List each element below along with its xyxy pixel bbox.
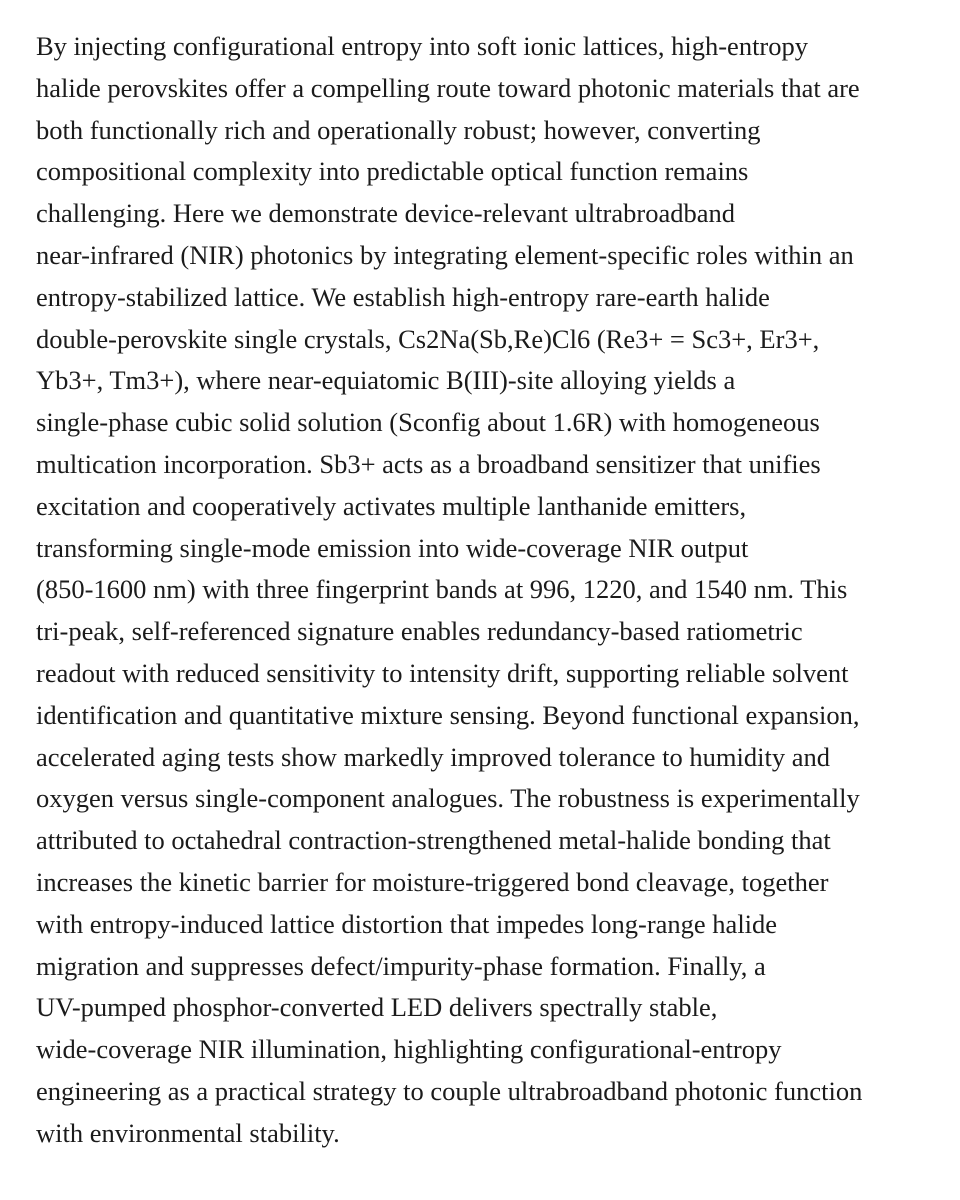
abstract-line: double-perovskite single crystals, Cs2Na(Sb,Re)Cl6 (Re3+ = Sc3+, Er3+, bbox=[36, 323, 820, 354]
abstract-line: attributed to octahedral contraction-strengthened metal-halide bonding that bbox=[36, 825, 831, 856]
abstract-line: transforming single-mode emission into wide-coverage NIR output bbox=[36, 532, 749, 563]
abstract-line: multication incorporation. Sb3+ acts as a broadband sensitizer that unifies bbox=[36, 448, 821, 479]
abstract-line: compositional complexity into predictable optical function remains bbox=[36, 156, 749, 187]
abstract-line: Yb3+, Tm3+), where near-equiatomic B(III)-site alloying yields a bbox=[36, 365, 736, 396]
abstract-line: UV-pumped phosphor-converted LED delivers spectrally stable, bbox=[36, 992, 718, 1023]
abstract-line: readout with reduced sensitivity to intensity drift, supporting reliable solvent bbox=[36, 657, 849, 688]
abstract-line: single-phase cubic solid solution (Sconfig about 1.6R) with homogeneous bbox=[36, 407, 820, 438]
abstract-line: near-infrared (NIR) photonics by integrating element-specific roles within an bbox=[36, 239, 854, 270]
abstract-line: engineering as a practical strategy to couple ultrabroadband photonic function bbox=[36, 1075, 863, 1106]
abstract-line: identification and quantitative mixture sensing. Beyond functional expansion, bbox=[36, 699, 860, 730]
abstract-line: halide perovskites offer a compelling route toward photonic materials that are bbox=[36, 72, 860, 103]
abstract-line: increases the kinetic barrier for moisture-triggered bond cleavage, together bbox=[36, 866, 829, 897]
abstract-line: with environmental stability. bbox=[36, 1117, 340, 1148]
abstract-text bbox=[36, 26, 936, 1155]
abstract-line: accelerated aging tests show markedly improved tolerance to humidity and bbox=[36, 741, 831, 772]
abstract-line: challenging. Here we demonstrate device-relevant ultrabroadband bbox=[36, 198, 735, 229]
abstract-line: entropy-stabilized lattice. We establish high-entropy rare-earth halide bbox=[36, 281, 770, 312]
abstract-line: both functionally rich and operationally robust; however, converting bbox=[36, 114, 761, 145]
abstract-line: (850-1600 nm) with three fingerprint bands at 996, 1220, and 1540 nm. This bbox=[36, 574, 848, 605]
abstract-line: migration and suppresses defect/impurity-phase formation. Finally, a bbox=[36, 950, 766, 981]
abstract-line: By injecting configurational entropy into soft ionic lattices, high-entropy bbox=[36, 31, 809, 61]
abstract-line: excitation and cooperatively activates multiple lanthanide emitters, bbox=[36, 490, 747, 521]
abstract-line: oxygen versus single-component analogues. The robustness is experimentally bbox=[36, 783, 860, 814]
abstract-line: wide-coverage NIR illumination, highlighting configurational-entropy bbox=[36, 1034, 782, 1065]
abstract-line: with entropy-induced lattice distortion that impedes long-range halide bbox=[36, 908, 778, 939]
abstract-line: tri-peak, self-referenced signature enables redundancy-based ratiometric bbox=[36, 616, 803, 647]
